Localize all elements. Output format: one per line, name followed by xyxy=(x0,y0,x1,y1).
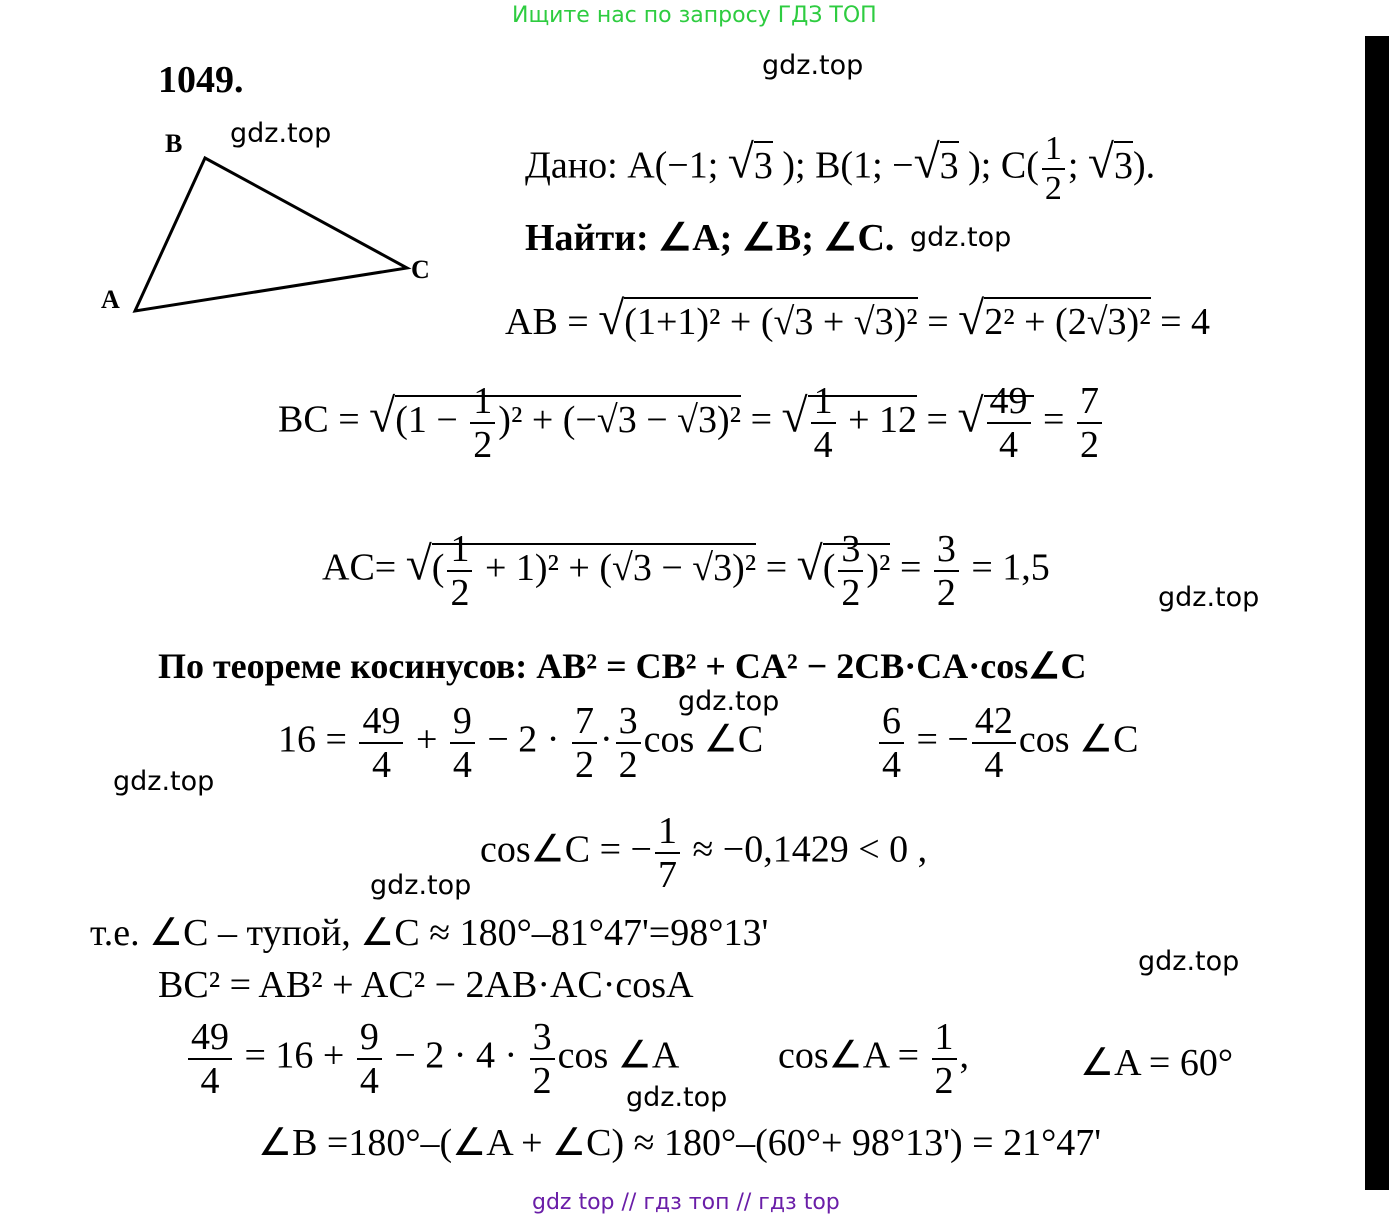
frac-den: 4 xyxy=(371,744,391,786)
frac-den: 7 xyxy=(657,854,677,896)
frac-den: 2 xyxy=(574,744,594,786)
triangle-shape xyxy=(135,158,407,311)
ac-part2: )² xyxy=(866,546,891,589)
ac-eq: = xyxy=(899,546,922,589)
eq3-mid: = 16 + xyxy=(244,1034,345,1077)
bc-line: BC = √(1 − $\frac{1}{2}$ )² + (−√3 − √3)² = √ $\frac{1}{4}$ + 12 = √ $\frac{49}{4}$ = $\frac{7}{2}$ xyxy=(278,382,1105,464)
frac-den: 4 xyxy=(882,744,901,786)
watermark: gdz.top xyxy=(230,118,332,149)
obtuse-line: т.е. ∠C – тупой, ∠C ≈ 180°–81°47'=98°13' xyxy=(90,912,769,954)
bc-eq: = xyxy=(926,398,948,441)
frac-num: 1 xyxy=(470,382,495,424)
watermark: gdz.top xyxy=(762,50,864,81)
frac-den: 2 xyxy=(618,744,638,786)
ab-result: = 4 xyxy=(1160,301,1211,343)
watermark: gdz.top xyxy=(1138,946,1240,977)
eq3-minus: − 2 · 4 · xyxy=(394,1034,518,1077)
equation-2 xyxy=(876,702,1138,784)
frac-num: 6 xyxy=(879,702,904,744)
frac-num: 7 xyxy=(572,702,597,744)
frac-num: 3 xyxy=(616,702,641,744)
ab-eq: = xyxy=(927,301,949,343)
frac-num: 1 xyxy=(1042,132,1065,170)
cosc-lhs: cos∠C = − xyxy=(480,828,652,871)
cosine-theorem-line: По теореме косинусов: AB² = CB² + CA² − 2CB·CA·cos∠C xyxy=(158,646,1087,686)
equation-3 xyxy=(185,1018,679,1100)
angle-a-result: ∠A = 60° xyxy=(1080,1042,1234,1084)
frac-num: 42 xyxy=(972,702,1016,744)
watermark: gdz.top xyxy=(113,766,215,797)
equation-1 xyxy=(278,702,763,784)
eq1-plus: + xyxy=(415,718,438,761)
frac-num: 9 xyxy=(450,702,475,744)
cosa-comma: , xyxy=(959,1034,969,1077)
ab-radicand-2: 2² + (2√3)² xyxy=(984,297,1150,343)
bc-lhs: BC = xyxy=(278,398,360,441)
eq2-mid: = − xyxy=(916,718,969,761)
given-end: ). xyxy=(1133,144,1156,187)
frac-num: 1 xyxy=(811,382,836,424)
frac-den: 2 xyxy=(936,572,956,614)
ac-result: = 1,5 xyxy=(971,546,1050,589)
ac-eq: = xyxy=(765,546,788,589)
cosa-lhs: cos∠A = xyxy=(778,1034,919,1077)
eq1-minus: − 2 · xyxy=(487,718,560,761)
cos-c-line xyxy=(480,812,927,894)
bc-squared-line: BC² = AB² + AC² − 2AB·AC·cosA xyxy=(158,964,694,1006)
frac-num: 3 xyxy=(530,1018,555,1060)
frac-den: 4 xyxy=(984,744,1004,786)
frac-den: 2 xyxy=(1044,170,1062,207)
watermark: gdz.top xyxy=(626,1082,728,1113)
eq2-cos: cos ∠C xyxy=(1018,718,1139,761)
frac-num: 49 xyxy=(359,702,403,744)
find-line: Найти: ∠A; ∠B; ∠C. xyxy=(525,217,895,259)
given-point-c: ); C( xyxy=(968,144,1039,187)
ac-part1: + 1)² + (√3 − √3)² xyxy=(475,546,757,589)
frac-den: 4 xyxy=(813,424,833,466)
watermark: gdz.top xyxy=(370,870,472,901)
watermark: gdz.top xyxy=(910,222,1012,253)
frac-num: 7 xyxy=(1077,382,1102,424)
ac-lhs: AC= xyxy=(322,546,397,589)
vertex-label-b: B xyxy=(165,129,183,158)
given-sqrt: 3 xyxy=(940,141,959,187)
frac-num: 3 xyxy=(934,530,959,572)
eq1-cos: cos ∠C xyxy=(643,718,764,761)
frac-den: 2 xyxy=(532,1060,552,1102)
given-point-a: A(−1; xyxy=(627,144,728,187)
watermark: gdz.top xyxy=(678,686,780,717)
ab-line: AB = √(1+1)² + (√3 + √3)² = √2² + (2√3)² = 4 xyxy=(505,293,1211,345)
bc-eq: = xyxy=(750,398,772,441)
bc-part2: )² + (−√3 − √3)² xyxy=(498,398,742,441)
given-sep: ; xyxy=(1067,144,1088,187)
frac-num: 1 xyxy=(447,530,472,572)
given-label: Дано: xyxy=(525,144,618,187)
eq3-cos: cos ∠A xyxy=(557,1034,680,1077)
frac-num: 1 xyxy=(655,812,680,854)
frac-den: 4 xyxy=(359,1060,379,1102)
cos-a-line xyxy=(778,1018,969,1100)
frac-den: 2 xyxy=(473,424,493,466)
given-sqrt: 3 xyxy=(754,141,773,187)
eq1-dot: · xyxy=(599,718,613,761)
triangle-figure xyxy=(95,120,445,330)
ab-radicand-1: (1+1)² + (√3 + √3)² xyxy=(624,297,917,343)
frac-den: 2 xyxy=(841,572,861,614)
given-point-b: ); B(1; − xyxy=(782,144,914,187)
cosc-rhs: ≈ −0,1429 < 0 , xyxy=(692,828,928,871)
frac-den: 4 xyxy=(200,1060,220,1102)
frac-den: 2 xyxy=(1079,424,1099,466)
top-banner: Ищите нас по запросу ГДЗ ТОП xyxy=(512,3,877,28)
vertex-label-a: A xyxy=(101,285,120,314)
frac-num: 1 xyxy=(932,1018,957,1060)
eq1-lhs: 16 = xyxy=(278,718,347,761)
ab-lhs: AB = xyxy=(505,301,589,343)
footer-links: gdz top // гдз топ // гдз top xyxy=(532,1190,840,1215)
frac-den: 2 xyxy=(934,1060,954,1102)
given-line: Дано: A(−1; √3 ); B(1; −√3 ); C( $\frac{1}{2}$ ; √3). xyxy=(525,130,1156,207)
frac-num: 49 xyxy=(188,1018,232,1060)
bc-part1: (1 − xyxy=(395,398,468,441)
problem-number: 1049. xyxy=(158,59,244,101)
angle-b-line: ∠B =180°–(∠A + ∠C) ≈ 180°–(60°+ 98°13') = 21°47' xyxy=(258,1122,1102,1164)
watermark: gdz.top xyxy=(1158,582,1260,613)
frac-den: 4 xyxy=(999,424,1019,466)
ac-line: AC= √( $\frac{1}{2}$ + 1)² + (√3 − √3)² = √( $\frac{3}{2}$ )² = $\frac{3}{2}$ = 1,5 xyxy=(322,528,1050,614)
vertex-label-c: C xyxy=(411,255,430,284)
frac-num: 9 xyxy=(357,1018,382,1060)
frac-num: 49 xyxy=(987,382,1031,424)
bc-part3: + 12 xyxy=(838,398,918,441)
frac-den: 2 xyxy=(450,572,470,614)
bc-eq: = xyxy=(1043,398,1065,441)
page-edge-bar xyxy=(1365,36,1389,1190)
frac-num: 3 xyxy=(838,530,863,572)
given-sqrt: 3 xyxy=(1114,141,1133,187)
frac-den: 4 xyxy=(452,744,472,786)
